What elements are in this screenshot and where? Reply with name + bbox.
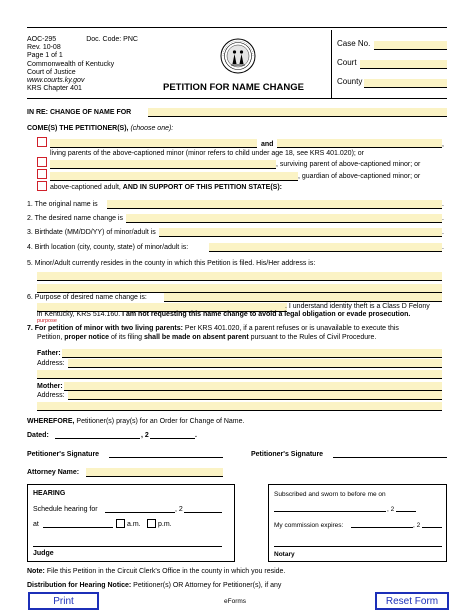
father-address-label: Address: <box>37 360 65 367</box>
option-two-parents-text: living parents of the above-captioned minor (minor refers to child under age 18, see KRS 401.020); or <box>50 150 365 157</box>
item-two-parents: 7. For petition of minor with two living parents: Per KRS 401.020, if a parent refuses or is unavailable to execute this <box>27 325 399 332</box>
form-title: PETITION FOR NAME CHANGE <box>163 82 304 93</box>
item-original-name: 1. The original name is <box>27 201 98 208</box>
option-guardian-text: , guardian of above-captioned minor; or <box>298 173 421 180</box>
page-count: Page 1 of 1 <box>27 52 63 60</box>
hearing-date-field[interactable] <box>105 512 175 513</box>
option-adult-text: above-captioned adult, AND IN SUPPORT OF THIS PETITION STATE(S): <box>50 184 282 191</box>
mother-address-label: Address: <box>37 392 65 399</box>
header-left <box>27 36 138 93</box>
item-desired-name: 2. The desired name change is <box>27 215 123 222</box>
item-purpose: 6. Purpose of desired name change is: <box>27 294 147 301</box>
sworn-label: Subscribed and sworn to before me on <box>274 491 386 498</box>
attorney-name-label: Attorney Name: <box>27 469 80 476</box>
top-rule <box>27 27 447 28</box>
purpose-hint: purpose <box>37 318 57 324</box>
pm-label: p.m. <box>158 521 172 528</box>
commission-label: My commission expires: <box>274 522 344 529</box>
krs-text: in Kentucky, KRS 514.160. I am not requesting this name change to avoid a legal obligation or evade prosecution. <box>37 311 411 318</box>
case-no-field[interactable] <box>374 41 447 50</box>
and-label: and <box>261 141 274 148</box>
pm-checkbox[interactable] <box>147 519 156 528</box>
in-re-name-field[interactable] <box>148 108 447 117</box>
comes-petitioner: COME(S) THE PETITIONER(S), (choose one): <box>27 125 174 132</box>
am-checkbox[interactable] <box>116 519 125 528</box>
petitioner-signature-label-2: Petitioner's Signature <box>251 451 324 458</box>
father-address-field-2[interactable] <box>37 370 442 379</box>
hearing-year-field[interactable] <box>184 512 222 513</box>
at-label: at <box>33 521 39 528</box>
court-sub: Court of Justice <box>27 68 76 76</box>
distribution-note: Distribution for Hearing Notice: Petitioner(s) OR Attorney for Petitioner(s), if any <box>27 582 282 589</box>
revision: Rev. 10-08 <box>27 44 61 52</box>
hearing-time-field[interactable] <box>43 527 113 528</box>
birthdate-field[interactable] <box>159 228 442 237</box>
address-line-1-field[interactable] <box>37 272 442 281</box>
case-no-label: Case No. <box>337 39 371 48</box>
judge-label: Judge <box>33 550 54 557</box>
surviving-parent-field[interactable] <box>50 160 276 169</box>
parent1-name-field[interactable] <box>50 139 257 148</box>
father-name-field[interactable] <box>62 349 442 358</box>
mother-address-field[interactable] <box>68 391 442 400</box>
purpose-field-1[interactable] <box>164 293 442 302</box>
address-line-2-field[interactable] <box>37 284 442 293</box>
comma: , <box>442 141 444 148</box>
court-field[interactable] <box>360 60 447 69</box>
dated-year-field[interactable] <box>150 438 195 439</box>
father-address-field[interactable] <box>68 359 442 368</box>
wherefore-text: WHEREFORE, Petitioner(s) pray(s) for an Order for Change of Name. <box>27 418 245 425</box>
am-label: a.m. <box>127 521 141 528</box>
kentucky-seal-icon <box>220 38 256 74</box>
header-rule <box>27 98 447 99</box>
sworn-year-field[interactable] <box>396 511 416 512</box>
option-surviving-parent-text: , surviving parent of above-captioned minor; or <box>276 161 421 168</box>
eforms-label: eForms <box>224 598 247 605</box>
item-two-parents-cont: Petition, proper notice of its filing shall be made on absent parent pursuant to the Rules of Civil Procedure. <box>37 334 377 341</box>
statute: KRS Chapter 401 <box>27 85 82 93</box>
original-name-field[interactable] <box>107 200 442 209</box>
birth-location-field[interactable] <box>209 243 442 252</box>
option-two-parents-checkbox[interactable] <box>37 137 47 147</box>
mother-address-field-2[interactable] <box>37 402 442 411</box>
county-field[interactable] <box>364 79 447 88</box>
petitioner-signature-field-2[interactable] <box>333 457 447 458</box>
court-website: www.courts.ky.gov <box>27 77 85 85</box>
desired-name-field[interactable] <box>126 214 442 223</box>
petitioner-signature-label-1: Petitioner's Signature <box>27 451 100 458</box>
guardian-field[interactable] <box>50 172 298 181</box>
filing-note: Note: File this Petition in the Circuit Clerk's Office in the county in which you reside. <box>27 568 286 575</box>
dated-label: Dated: <box>27 432 49 439</box>
in-re-label: IN RE: CHANGE OF NAME FOR <box>27 109 132 116</box>
mother-name-field[interactable] <box>64 382 442 391</box>
identity-theft-text: . I understand identity theft is a Class D Felony <box>285 303 430 310</box>
item-birthdate: 3. Birthdate (MM/DD/YY) of minor/adult is <box>27 229 156 236</box>
petitioner-signature-field-1[interactable] <box>109 457 223 458</box>
print-button[interactable]: Print <box>28 592 99 610</box>
doc-code: Doc. Code: PNC <box>86 36 138 43</box>
sworn-date-field[interactable] <box>274 511 386 512</box>
notary-signature-field[interactable] <box>274 546 442 547</box>
judge-signature-field[interactable] <box>33 546 222 547</box>
option-guardian-checkbox[interactable] <box>37 169 47 179</box>
notary-label: Notary <box>274 551 295 558</box>
court-label: Court <box>337 58 357 67</box>
hearing-title: HEARING <box>33 490 66 497</box>
item-residence: 5. Minor/Adult currently resides in the county in which this Petition is filed. His/Her address is: <box>27 260 316 267</box>
attorney-name-field[interactable] <box>86 468 223 477</box>
dated-month-field[interactable] <box>55 438 140 439</box>
item-birth-location: 4. Birth location (city, county, state) of minor/adult is: <box>27 244 189 251</box>
court-name: Commonwealth of Kentucky <box>27 60 115 68</box>
option-surviving-parent-checkbox[interactable] <box>37 157 47 167</box>
option-adult-checkbox[interactable] <box>37 181 47 191</box>
mother-label: Mother: <box>37 383 63 390</box>
commission-date-field[interactable] <box>351 527 413 528</box>
form-number: AOC-295 <box>27 36 57 43</box>
parent2-name-field[interactable] <box>277 139 442 148</box>
county-label: County <box>337 77 363 86</box>
schedule-label: Schedule hearing for <box>33 506 98 513</box>
father-label: Father: <box>37 350 61 357</box>
commission-year-field[interactable] <box>422 527 442 528</box>
reset-form-button[interactable]: Reset Form <box>375 592 449 610</box>
